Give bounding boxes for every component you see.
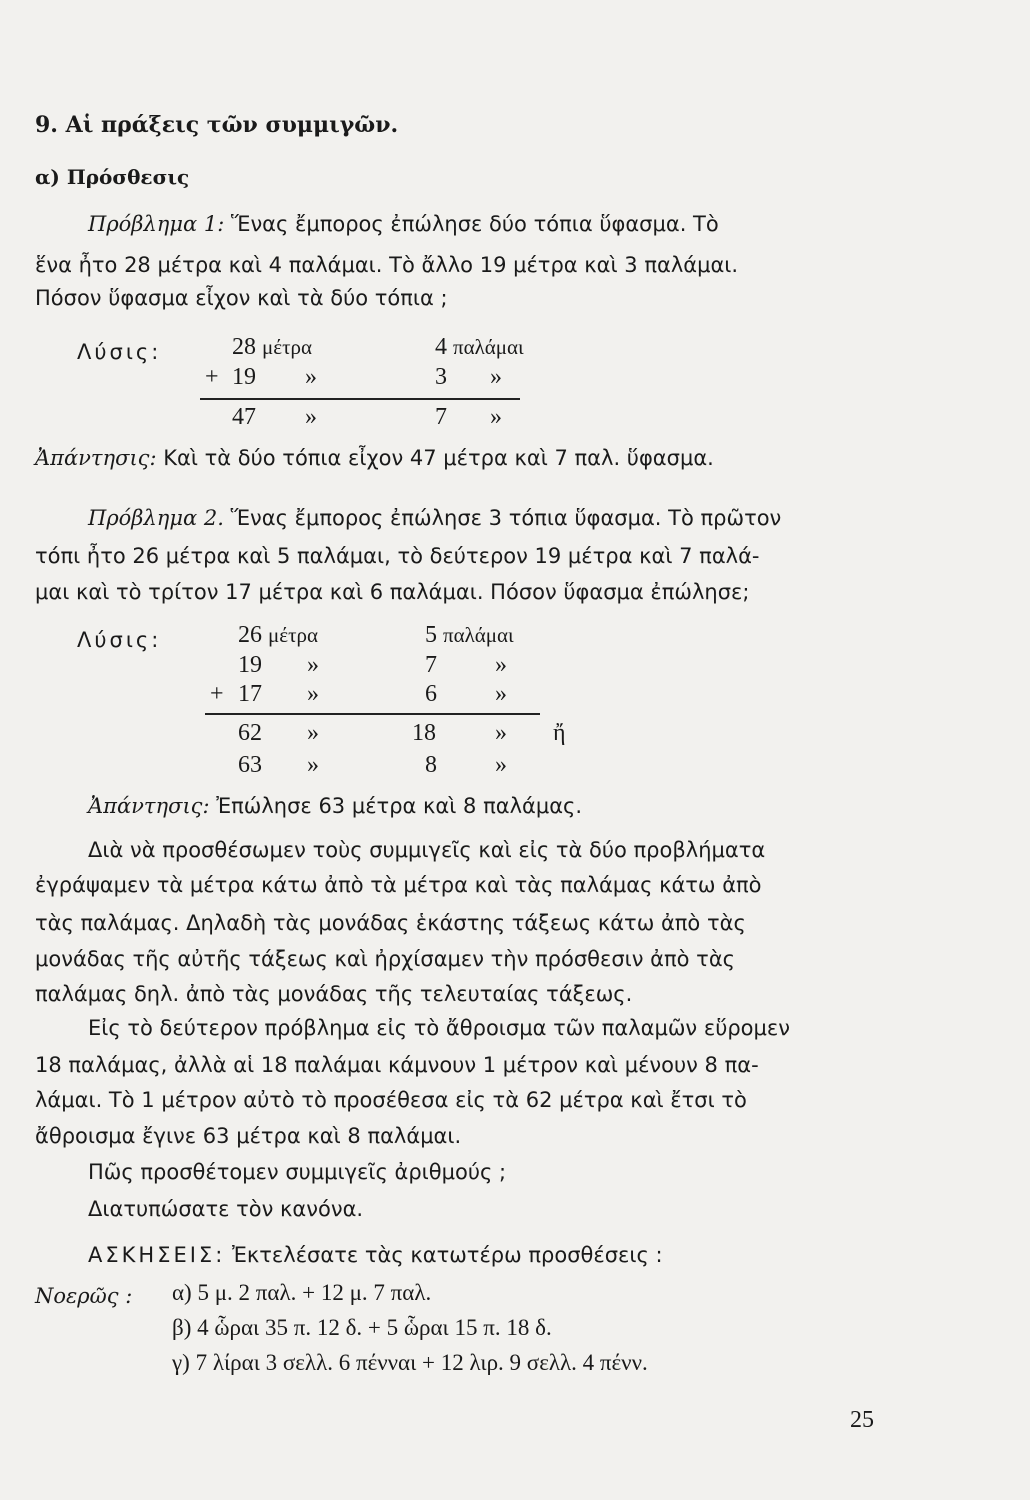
plus-sign: + xyxy=(205,364,219,390)
problem-2-text-line-1 xyxy=(88,502,781,535)
problem-1-text-line-3: Πόσον ὕφασμα εἶχον καὶ τὰ δύο τόπια ; xyxy=(35,286,448,310)
paragraph-line: ἄθροισμα ἔγινε 63 μέτρα καὶ 8 παλάμαι. xyxy=(35,1124,462,1148)
or-word: ἤ xyxy=(553,720,566,746)
ditto-mark: » xyxy=(495,652,507,678)
answer-label: Ἀπάντησις: xyxy=(88,794,210,818)
solution-row xyxy=(238,652,262,679)
paragraph-line: Διὰ νὰ προσθέσωμεν τοὺς συμμιγεῖς καὶ εἰς τὰ δύο προβλήματα xyxy=(88,838,766,862)
palms-unit: παλάμαι xyxy=(443,623,514,647)
problem-2-line-1: Ἕνας ἔμπορος ἐπώλησε 3 τόπια ὕφασμα. Τὸ πρῶτον xyxy=(230,506,782,530)
ditto-mark: » xyxy=(307,681,319,707)
solution-label: Λύσις: xyxy=(77,628,162,652)
solution-row xyxy=(232,404,256,431)
meters-value: 17 xyxy=(238,681,262,707)
problem-2-text-line-3: μαι καὶ τὸ τρίτον 17 μέτρα καὶ 6 παλάμαι. Πόσον ὕφασμα ἐπώλησε; xyxy=(35,580,750,604)
meters-value: 19 xyxy=(238,652,262,678)
problem-1-answer xyxy=(35,442,714,475)
palms-value: 18 xyxy=(412,720,436,746)
answer-label: Ἀπάντησις: xyxy=(35,446,157,470)
meters-value: 63 xyxy=(238,752,262,778)
exercises-header xyxy=(88,1239,663,1272)
ditto-mark: » xyxy=(305,404,317,430)
subsection-heading: α) Πρόσθεσις xyxy=(35,165,190,189)
ditto-mark: » xyxy=(495,720,507,746)
solution-row xyxy=(238,681,262,708)
ditto-mark: » xyxy=(495,681,507,707)
solution-row xyxy=(412,720,436,747)
palms-unit: παλάμαι xyxy=(453,335,524,359)
meters-value: 26 xyxy=(238,622,262,648)
paragraph-line: παλάμας δηλ. ἀπὸ τὰς μονάδας τῆς τελευταίας τάξεως. xyxy=(35,982,633,1006)
palms-value: 4 xyxy=(435,334,447,360)
palms-value: 7 xyxy=(425,652,437,678)
solution-row xyxy=(232,334,312,361)
palms-value: 3 xyxy=(435,364,447,390)
meters-unit: μέτρα xyxy=(268,623,318,647)
solution-row xyxy=(232,364,256,391)
ditto-mark: » xyxy=(490,364,502,390)
ditto-mark: » xyxy=(490,404,502,430)
solution-row xyxy=(425,752,437,779)
solution-row xyxy=(435,334,524,361)
solution-row xyxy=(238,752,262,779)
solution-row xyxy=(435,364,447,391)
problem-2-label: Πρόβλημα 2. xyxy=(88,506,224,530)
meters-value: 19 xyxy=(232,364,256,390)
exercise-item: β) 4 ὧραι 35 π. 12 δ. + 5 ὧραι 15 π. 18 δ. xyxy=(172,1315,552,1340)
section-heading: 9. Αἱ πράξεις τῶν συμμιγῶν. xyxy=(35,112,399,138)
palms-value: 5 xyxy=(425,622,437,648)
plus-sign: + xyxy=(210,681,224,707)
meters-value: 28 xyxy=(232,334,256,360)
answer-text: Ἐπώλησε 63 μέτρα καὶ 8 παλάμας. xyxy=(216,794,583,818)
question-line: Διατυπώσατε τὸν κανόνα. xyxy=(88,1197,364,1221)
palms-value: 6 xyxy=(425,681,437,707)
exercise-item: α) 5 μ. 2 παλ. + 12 μ. 7 παλ. xyxy=(172,1280,432,1305)
answer-text: Καὶ τὰ δύο τόπια εἶχον 47 μέτρα καὶ 7 παλ. ὕφασμα. xyxy=(163,446,714,470)
palms-value: 7 xyxy=(435,404,447,430)
ditto-mark: » xyxy=(305,364,317,390)
solution-row xyxy=(238,622,318,649)
page-number: 25 xyxy=(850,1407,874,1433)
ditto-mark: » xyxy=(495,752,507,778)
sum-rule xyxy=(200,398,520,400)
meters-value: 62 xyxy=(238,720,262,746)
problem-1-label: Πρόβλημα 1: xyxy=(88,212,225,236)
solution-row xyxy=(238,720,262,747)
solution-row xyxy=(435,404,447,431)
ditto-mark: » xyxy=(307,752,319,778)
meters-unit: μέτρα xyxy=(262,335,312,359)
exercise-item: γ) 7 λίραι 3 σελλ. 6 πένναι + 12 λιρ. 9 σελλ. 4 πένν. xyxy=(172,1350,648,1375)
exercises-label: Νοερῶς : xyxy=(35,1284,133,1308)
paragraph-line: 18 παλάμας, ἀλλὰ αἱ 18 παλάμαι κάμνουν 1 μέτρον καὶ μένουν 8 πα- xyxy=(35,1053,759,1077)
exercises-instruction: Ἐκτελέσατε τὰς κατωτέρω προσθέσεις : xyxy=(231,1243,663,1267)
ditto-mark: » xyxy=(307,720,319,746)
ditto-mark: » xyxy=(307,652,319,678)
problem-1-text-line-1 xyxy=(88,208,719,241)
problem-1-line-1: Ἕνας ἔμπορος ἐπώλησε δύο τόπια ὕφασμα. Τὸ xyxy=(230,212,719,236)
problem-2-answer xyxy=(88,790,582,823)
solution-row xyxy=(425,681,437,708)
problem-2-text-line-2: τόπι ἦτο 26 μέτρα καὶ 5 παλάμαι, τὸ δεύτερον 19 μέτρα καὶ 7 παλά- xyxy=(35,544,760,568)
problem-1-text-line-2: ἕνα ἦτο 28 μέτρα καὶ 4 παλάμαι. Τὸ ἄλλο 19 μέτρα καὶ 3 παλάμαι. xyxy=(35,253,739,277)
paragraph-line: λάμαι. Τὸ 1 μέτρον αὐτὸ τὸ προσέθεσα εἰς τὰ 62 μέτρα καὶ ἔτσι τὸ xyxy=(35,1088,747,1112)
solution-row xyxy=(425,652,437,679)
question-line: Πῶς προσθέτομεν συμμιγεῖς ἀριθμούς ; xyxy=(88,1160,507,1184)
paragraph-line: ἐγράψαμεν τὰ μέτρα κάτω ἀπὸ τὰ μέτρα καὶ τὰς παλάμας κάτω ἀπὸ xyxy=(35,873,762,897)
palms-value: 8 xyxy=(425,752,437,778)
paragraph-line: Εἰς τὸ δεύτερον πρόβλημα εἰς τὸ ἄθροισμα τῶν παλαμῶν εὕρομεν xyxy=(88,1016,790,1040)
meters-value: 47 xyxy=(232,404,256,430)
solution-row xyxy=(425,622,514,649)
paragraph-line: μονάδας τῆς αὐτῆς τάξεως καὶ ἠρχίσαμεν τὴν πρόσθεσιν ἀπὸ τὰς xyxy=(35,947,735,971)
paragraph-line: τὰς παλάμας. Δηλαδὴ τὰς μονάδας ἑκάστης τάξεως κάτω ἀπὸ τὰς xyxy=(35,911,746,935)
exercises-heading: ΑΣΚΗΣΕΙΣ: xyxy=(88,1243,226,1267)
sum-rule xyxy=(205,713,540,715)
solution-label: Λύσις: xyxy=(77,340,162,364)
